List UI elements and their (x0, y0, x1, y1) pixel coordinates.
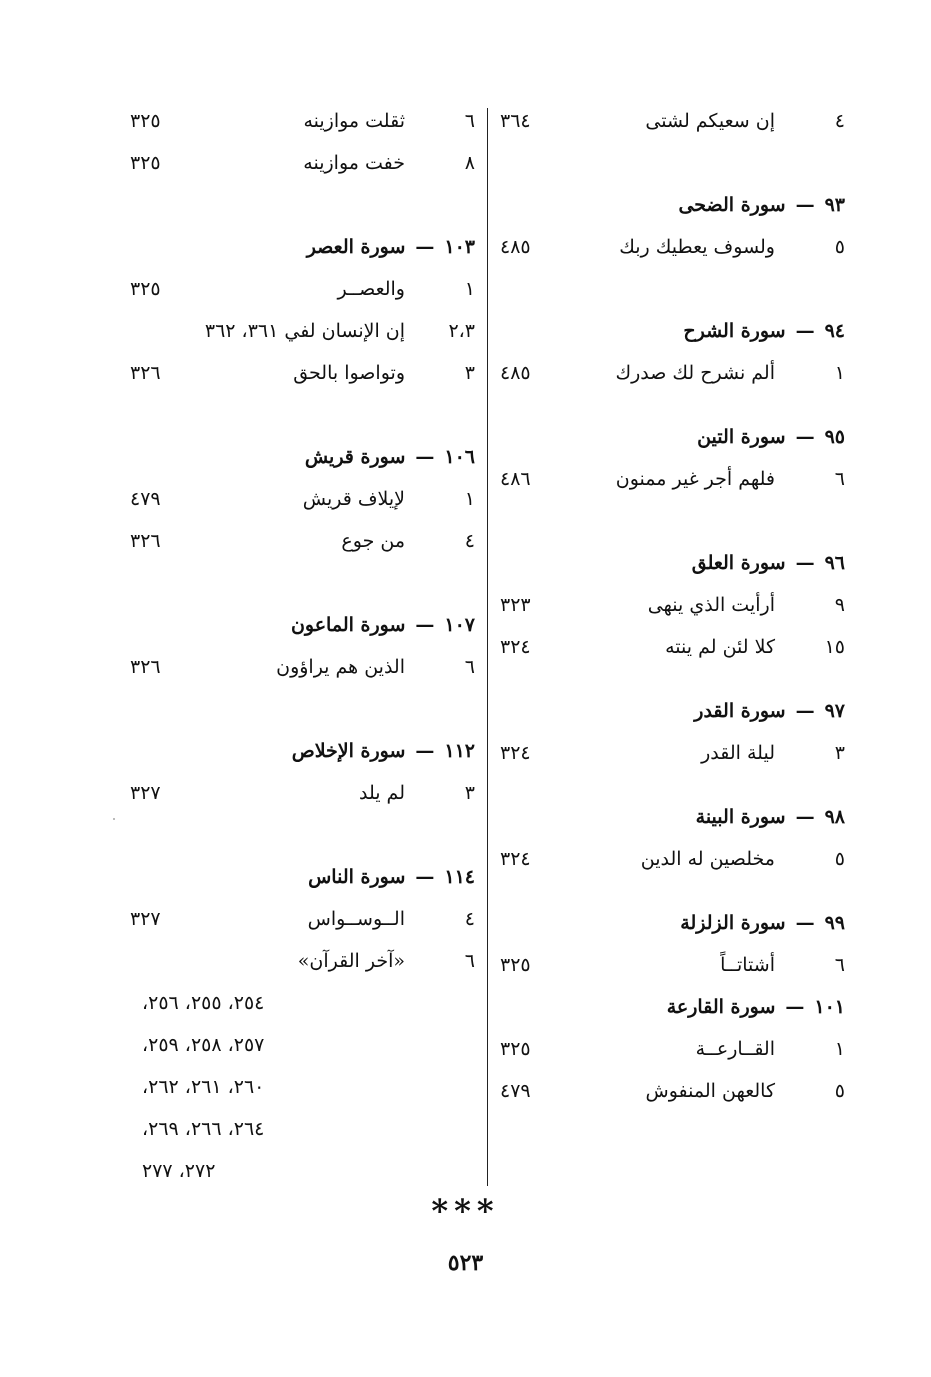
surah-title: سورة الضحى (678, 194, 786, 216)
verse-entry (500, 458, 845, 500)
surah-number: ٩٤ (824, 320, 845, 342)
verse-text: ثقلت موازينه (303, 110, 405, 132)
verse-text: أرأيت الذي ينهى (647, 594, 775, 616)
surah-title: سورة الإخلاص (291, 740, 406, 762)
verse-entry (130, 268, 475, 310)
surah-title: سورة الزلزلة (680, 912, 786, 934)
verse-text: ليلة القدر (701, 742, 775, 764)
verse-text: إن سعيكم لشتى (645, 110, 775, 132)
verse-entry (130, 898, 475, 940)
verse-entry (500, 626, 845, 668)
page-reference: ٤٧٩ (500, 1080, 531, 1102)
surah-number: ٩٦ (824, 552, 845, 574)
verse-number: ١ (834, 362, 845, 384)
surah-number: ٩٩ (824, 912, 845, 934)
spacer (500, 668, 845, 690)
spacer (130, 184, 475, 226)
surah-heading (500, 184, 845, 226)
page-reference: ٣٢٥ (500, 954, 531, 976)
heading-dash: — (415, 614, 435, 636)
page-reference: ٣٢٦ (130, 656, 161, 678)
spacer (500, 268, 845, 310)
verse-text: ألم نشرح لك صدرك (615, 362, 775, 384)
spacer (130, 394, 475, 436)
spacer (130, 814, 475, 856)
surah-heading (130, 730, 475, 772)
verse-entry (130, 352, 475, 394)
page-reference: ٣٢٥ (130, 152, 161, 174)
page-reference: ٣٢٤ (500, 848, 531, 870)
verse-text: وتواصوا بالحق (293, 362, 405, 384)
verse-number: ٤ (834, 110, 845, 132)
verse-text: إن الإنسان لفي ٣٦١، ٣٦٢ (204, 320, 405, 342)
verse-text: أشتاتــاً (720, 954, 775, 976)
surah-number: ١٠٦ (444, 446, 475, 468)
spacer (500, 880, 845, 902)
verse-number: ١ (464, 278, 475, 300)
page-reference: ٣٢٥ (500, 1038, 531, 1060)
surah-heading (500, 986, 845, 1028)
spacer (500, 774, 845, 796)
verse-number: ٥ (834, 1080, 845, 1102)
surah-heading (130, 856, 475, 898)
surah-title: سورة التين (697, 426, 786, 448)
verse-number: ٤ (464, 908, 475, 930)
surah-title: سورة البينة (695, 806, 786, 828)
verse-text: لم يلد (358, 782, 405, 804)
surah-number: ٩٣ (824, 194, 845, 216)
page-reference: ٤٨٥ (500, 236, 531, 258)
page-reference: ٣٢٣ (500, 594, 531, 616)
surah-number: ١٠٧ (444, 614, 475, 636)
verse-number: ١٥ (824, 636, 845, 658)
surah-heading (130, 226, 475, 268)
verse-entry (500, 226, 845, 268)
heading-dash: — (795, 912, 815, 934)
verse-number: ٥ (834, 236, 845, 258)
verse-entry (500, 838, 845, 880)
surah-heading (500, 416, 845, 458)
verse-entry (500, 1070, 845, 1112)
verse-text: القــارعــة (695, 1038, 775, 1060)
verse-text: كالعهن المنفوش (645, 1080, 775, 1102)
verse-entry (130, 772, 475, 814)
verse-number: ٣ (834, 742, 845, 764)
page-reference: ٤٧٩ (130, 488, 161, 510)
page-list-line: ٢٧٢، ٢٧٧ (142, 1160, 216, 1182)
verse-text: خفت موازينه (303, 152, 405, 174)
verse-entry (130, 142, 475, 184)
heading-dash: — (415, 866, 435, 888)
page-list-line: ٢٥٧، ٢٥٨، ٢٥٩، (142, 1034, 265, 1056)
surah-number: ٩٧ (824, 700, 845, 722)
left-column (130, 100, 475, 1192)
page-reference: ٣٢٦ (130, 530, 161, 552)
spacer (500, 394, 845, 416)
heading-dash: — (785, 996, 805, 1018)
page-reference: ٣٢٧ (130, 908, 161, 930)
end-stars: *** (431, 1192, 500, 1230)
verse-text: والعصــر (337, 278, 405, 300)
heading-dash: — (415, 740, 435, 762)
verse-number: ٤ (464, 530, 475, 552)
surah-title: سورة الشرح (683, 320, 786, 342)
heading-dash: — (795, 320, 815, 342)
verse-entry (500, 352, 845, 394)
surah-number: ١٠٣ (444, 236, 475, 258)
surah-title: سورة العصر (306, 236, 406, 258)
verse-number: ٥ (834, 848, 845, 870)
surah-title: سورة العلق (691, 552, 786, 574)
surah-heading (500, 310, 845, 352)
heading-dash: — (415, 236, 435, 258)
surah-number: ١٠١ (814, 996, 845, 1018)
surah-number: ٩٨ (824, 806, 845, 828)
verse-text: مخلصين له الدين (640, 848, 775, 870)
spacer (130, 562, 475, 604)
verse-entry (500, 100, 845, 142)
verse-text: كلا لئن لم ينته (665, 636, 775, 658)
surah-heading (500, 690, 845, 732)
verse-entry (130, 646, 475, 688)
spacer (500, 142, 845, 184)
verse-number: ٦ (464, 656, 475, 678)
page-reference: ٣٢٦ (130, 362, 161, 384)
heading-dash: — (795, 806, 815, 828)
verse-entry (500, 584, 845, 626)
surah-title: سورة الناس (308, 866, 406, 888)
verse-number: ٢،٣ (448, 320, 475, 342)
heading-dash: — (795, 194, 815, 216)
verse-entry (500, 944, 845, 986)
margin-mark (113, 818, 115, 820)
verse-number: ٦ (464, 110, 475, 132)
surah-heading (500, 902, 845, 944)
page-number: ٥٢٣ (447, 1250, 484, 1276)
surah-heading (130, 436, 475, 478)
page-reference: ٣٢٤ (500, 742, 531, 764)
right-column (500, 100, 845, 1112)
verse-text: من جوع (341, 530, 405, 552)
verse-number: ٣ (464, 362, 475, 384)
surah-heading (500, 542, 845, 584)
verse-text: ولسوف يعطيك ربك (619, 236, 775, 258)
verse-entry (130, 940, 475, 982)
surah-heading (130, 604, 475, 646)
spacer (500, 500, 845, 542)
page-reference: ٣٢٧ (130, 782, 161, 804)
surah-number: ١١٤ (444, 866, 475, 888)
verse-entry (130, 520, 475, 562)
page-reference: ٣٢٤ (500, 636, 531, 658)
surah-title: سورة القدر (694, 700, 786, 722)
surah-heading (500, 796, 845, 838)
verse-entry (130, 310, 475, 352)
verse-entry (130, 478, 475, 520)
surah-title: سورة القارعة (666, 996, 776, 1018)
verse-number: ١ (834, 1038, 845, 1060)
page-list-line: ٢٥٤، ٢٥٥، ٢٥٦، (142, 992, 265, 1014)
page-list-line: ٢٦٠، ٢٦١، ٢٦٢، (142, 1076, 265, 1098)
page-reference: ٤٨٦ (500, 468, 531, 490)
verse-number: ٣ (464, 782, 475, 804)
surah-title: سورة الماعون (290, 614, 406, 636)
page-reference: ٣٦٤ (500, 110, 531, 132)
heading-dash: — (795, 552, 815, 574)
verse-number: ٦ (464, 950, 475, 972)
page-reference: ٣٢٥ (130, 110, 161, 132)
verse-text: «آخر القرآن» (297, 950, 405, 972)
verse-number: ٩ (834, 594, 845, 616)
verse-entry (500, 732, 845, 774)
surah-title: سورة قريش (304, 446, 406, 468)
verse-number: ١ (464, 488, 475, 510)
verse-text: فلهم أجر غير ممنون (615, 468, 775, 490)
verse-text: الــوســواس (307, 908, 405, 930)
column-divider (487, 108, 488, 1186)
page-reference: ٣٢٥ (130, 278, 161, 300)
heading-dash: — (795, 700, 815, 722)
verse-text: الذين هم يراؤون (276, 656, 405, 678)
verse-text: لإيلاف قريش (302, 488, 405, 510)
surah-number: ٩٥ (824, 426, 845, 448)
spacer (130, 688, 475, 730)
surah-number: ١١٢ (444, 740, 475, 762)
verse-entry (500, 1028, 845, 1070)
heading-dash: — (795, 426, 815, 448)
verse-number: ٦ (834, 468, 845, 490)
verse-number: ٦ (834, 954, 845, 976)
page-reference: ٤٨٥ (500, 362, 531, 384)
verse-entry (130, 100, 475, 142)
heading-dash: — (415, 446, 435, 468)
verse-number: ٨ (464, 152, 475, 174)
page-list-line: ٢٦٤، ٢٦٦، ٢٦٩، (142, 1118, 265, 1140)
